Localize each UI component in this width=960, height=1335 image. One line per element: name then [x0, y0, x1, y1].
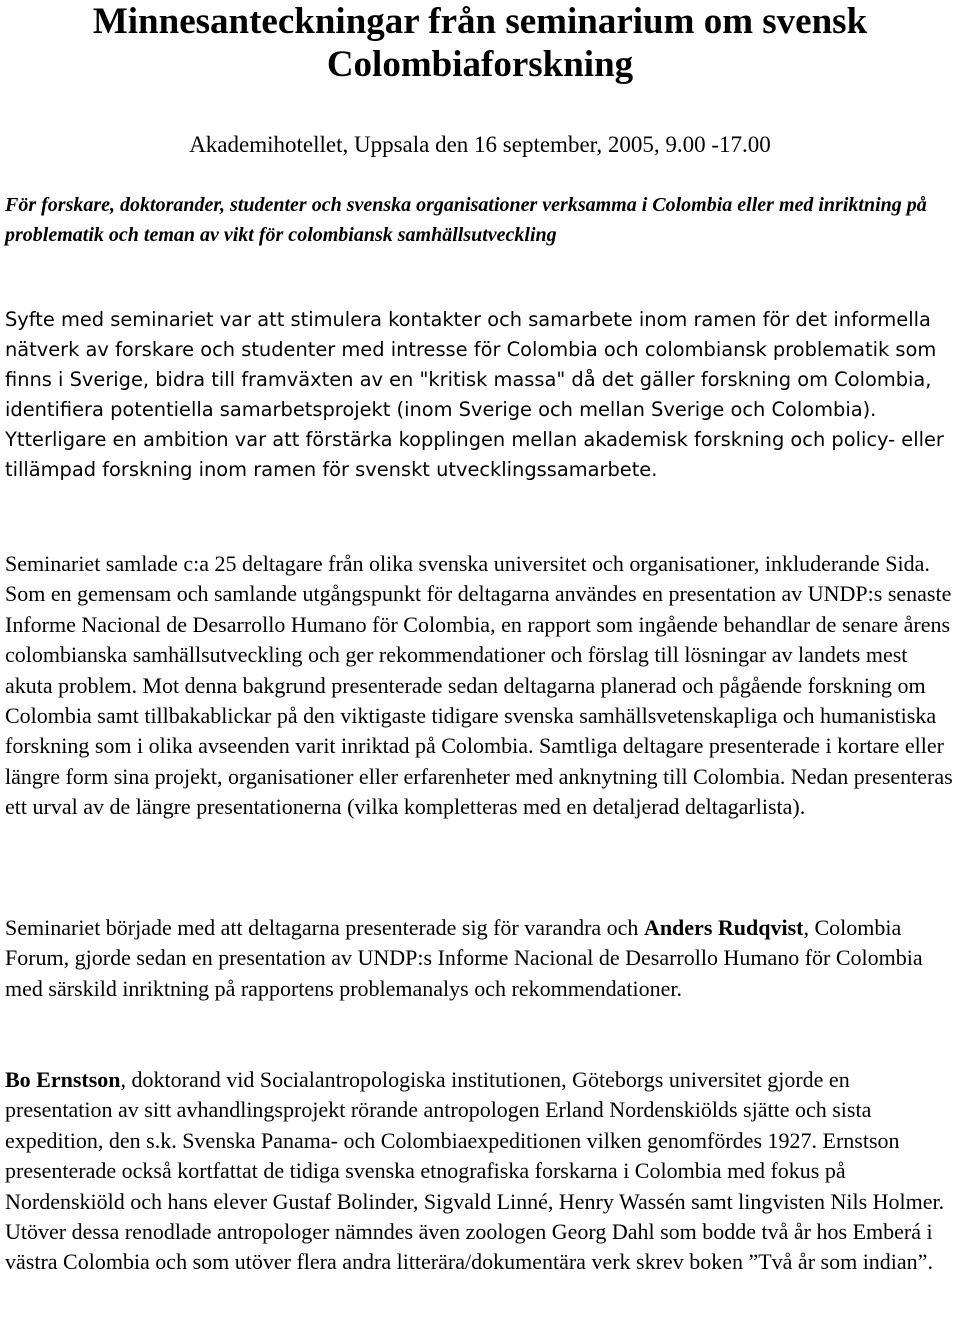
document-title: Minnesanteckningar från seminarium om svensk Colombiaforskning — [92, 1, 868, 85]
rudqvist-text: , Colombia Forum, gjorde sedan en presentation av UNDP:s Informe Nacional de Desarrollo Humano för Colombia med särskild inriktning på rapportens problemanalys och rekommendationer. — [5, 915, 923, 1001]
speaker-name-ernstson: Bo Ernstson — [5, 1067, 121, 1092]
rudqvist-intro: Seminariet började med att deltagarna presenterade sig för varandra och — [5, 915, 644, 940]
participants-paragraph: Seminariet samlade c:a 25 deltagare från olika svenska universitet och organisationer, inkluderande Sida. Som en gemensam och samlande utgångspunkt för deltagarna användes en presentation av UNDP:s senaste Informe Nacional de Desarrollo Humano för Colombia, en rapport som ingående behandlar de senare årens colombianska samhällsutveckling och ger rekommendationer och förslag till lösningar av landets mest akuta problem. Mot denna bakgrund presenterade sedan deltagarna planerad och pågående forskning om Colombia samt tillbakablickar på den viktigaste tidigare svenska samhällsvetenskapliga och humanistiska forskning som i olika avseenden varit inriktad på Colombia. Samtliga deltagare presenterade i kortare eller längre form sina projekt, organisationer eller erfarenheter med anknytning till Colombia. Nedan presenteras ett urval av de längre presentationerna (vilka kompletteras med en detaljerad deltagarlista). — [5, 551, 953, 820]
speaker-name-rudqvist: Anders Rudqvist — [643, 915, 804, 940]
ernstson-text: , doktorand vid Socialantropologiska institutionen, Göteborgs universitet gjorde en presentation av sitt avhandlingsprojekt rörande antropologen Erland Nordenskiölds sjätte och sista expedition, den s.k. Svenska Panama- och Colombiaexpeditionen vilken genomfördes 1927. Ernstson presenterade också kortfattat de tidiga svenska etnografiska forskarna i Colombia med fokus på Nordenskiöld och hans elever Gustaf Bolinder, Sigvald Linné, Henry Wassén samt lingvisten Nils Holmer. Utöver dessa renodlade antropologer nämndes även zoologen Georg Dahl som bodde två år hos Emberá i västra Colombia och som utöver flera andra litterära/dokumentära verk skrev boken ”Två år som indian”. — [5, 1067, 945, 1275]
seminar-purpose: Syfte med seminariet var att stimulera kontakter och samarbete inom ramen för det informella nätverk av forskare och studenter med intresse för Colombia och colombiansk problematik som finns i Sverige, bidra till framväxten av en "kritisk massa" då det gäller forskning om Colombia, identifiera potentiella samarbetsprojekt (inom Sverige och mellan Sverige och Colombia). Ytterligare en ambition var att förstärka kopplingen mellan akademisk forskning och policy- eller tillämpad forskning inom ramen för svenskt utvecklingssamarbete. — [5, 308, 944, 481]
target-audience: För forskare, doktorander, studenter och svenska organisationer verksamma i Colombia eller med inriktning på problematik och teman av vikt för colombiansk samhällsutveckling — [5, 194, 927, 246]
rudqvist-paragraph — [5, 913, 955, 1004]
event-location-date: Akademihotellet, Uppsala den 16 september, 2005, 9.00 -17.00 — [189, 132, 771, 157]
ernstson-paragraph — [5, 1065, 955, 1278]
